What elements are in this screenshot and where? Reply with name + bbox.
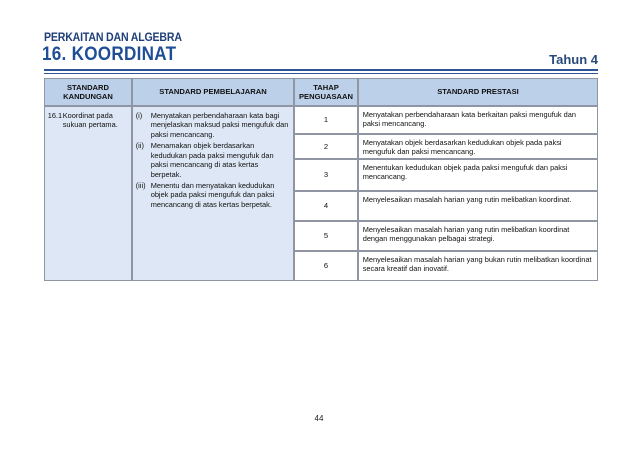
prestasi-cell: Menyelesaikan masalah harian yang rutin melibatkan koordinat. — [358, 191, 599, 222]
column-header-standard-prestasi: STANDARD PRESTASI — [358, 78, 599, 107]
column-header-tahap-penguasaan: TAHAP PENGUASAAN — [294, 78, 359, 107]
list-item-text: Menyatakan perbendaharaan kata bagi menjelaskan maksud paksi mengufuk dan paksi mencancang. — [150, 110, 289, 139]
tahap-cell: 1 — [294, 106, 359, 135]
tahap-cell: 4 — [294, 191, 359, 222]
prestasi-cell: Menyatakan perbendaharaan kata berkaitan paksi mengufuk dan paksi mencancang. — [358, 106, 599, 135]
page-title: 16. KOORDINAT — [42, 44, 177, 65]
list-item-text: Menentu dan menyatakan kedudukan objek pada paksi mengufuk dan paksi mencancang di atas kertas berpetak. — [150, 180, 275, 209]
column-header-standard-pembelajaran: STANDARD PEMBELAJARAN — [132, 78, 295, 107]
tahap-cell: 2 — [294, 134, 359, 160]
column-header-standard-kandungan: STANDARD KANDUNGAN — [44, 78, 133, 107]
divider-bottom — [44, 73, 598, 74]
list-item-text: Menamakan objek berdasarkan kedudukan pada paksi mengufuk dan paksi mencancang di atas kertas berpetak. — [150, 141, 274, 179]
list-item — [136, 111, 291, 139]
list-item — [136, 141, 291, 179]
list-item-number: (ii) — [135, 141, 144, 151]
prestasi-cell: Menyelesaikan masalah harian yang bukan rutin melibatkan koordinat secara kreatif dan inovatif. — [358, 251, 599, 282]
divider-top — [44, 69, 598, 71]
tahap-cell: 5 — [294, 221, 359, 252]
list-item-number: (i) — [135, 110, 143, 120]
tahap-cell: 3 — [294, 159, 359, 192]
subject-heading: PERKAITAN DAN ALGEBRA — [44, 32, 182, 44]
list-item — [136, 181, 291, 209]
prestasi-cell: Menentukan kedudukan objek pada paksi mengufuk dan paksi mencancang. — [358, 159, 599, 192]
prestasi-cell: Menyelesaikan masalah harian yang rutin melibatkan koordinat dengan menggunakan pelbagai strategi. — [358, 221, 599, 252]
year-label: Tahun 4 — [549, 52, 598, 67]
list-item-number: (iii) — [135, 180, 146, 190]
page-number: 44 — [314, 414, 324, 423]
standard-kandungan-number: 16.1 — [47, 110, 63, 120]
standard-kandungan-text: Koordinat pada sukuan pertama. — [62, 110, 118, 130]
prestasi-cell: Menyatakan objek berdasarkan kedudukan objek pada paksi mengufuk dan paksi mencancang. — [358, 134, 599, 160]
standard-kandungan-cell — [44, 106, 133, 282]
tahap-cell: 6 — [294, 251, 359, 282]
standards-table — [44, 78, 598, 281]
standard-pembelajaran-cell — [132, 106, 295, 282]
